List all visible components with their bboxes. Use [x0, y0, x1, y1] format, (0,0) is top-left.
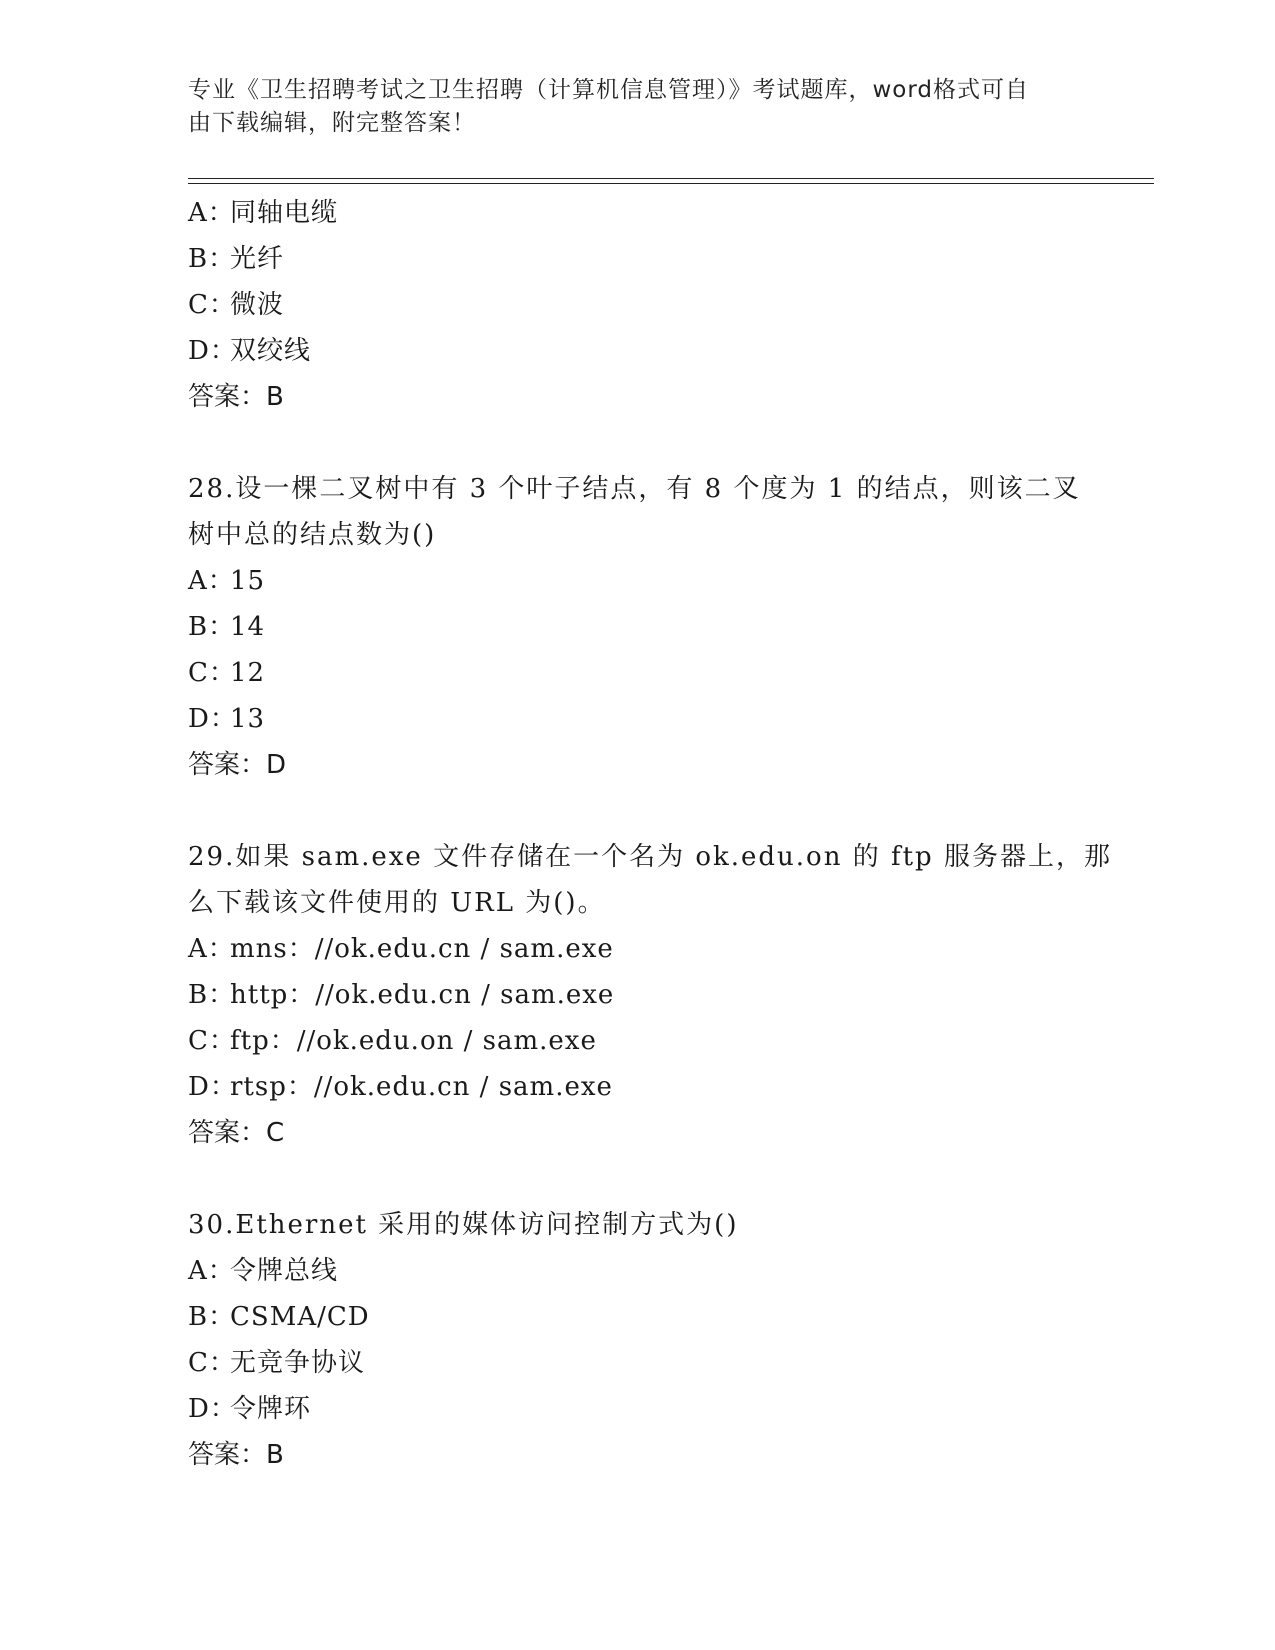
option-text: 无竞争协议	[230, 1348, 366, 1378]
answer-line: 答案：D	[188, 750, 287, 780]
option-letter: B：	[188, 1302, 236, 1332]
option-item	[188, 1294, 1088, 1340]
option-text: 双绞线	[230, 336, 312, 366]
question-line: 么下载该文件使用的 URL 为()。	[188, 888, 606, 918]
option-text: 12	[230, 658, 266, 688]
question-line: 30.Ethernet 采用的媒体访问控制方式为()	[188, 1210, 739, 1240]
option-text: 令牌环	[230, 1394, 312, 1424]
option-text: 光纤	[230, 244, 285, 274]
option-letter: C：	[188, 1026, 236, 1056]
option-item	[188, 1340, 1088, 1386]
option-item	[188, 926, 1088, 972]
option-item	[188, 1386, 1088, 1432]
question-block	[188, 1202, 1088, 1478]
option-letter: D：	[188, 1394, 237, 1424]
header-line-1: 专业《卫生招聘考试之卫生招聘（计算机信息管理）》考试题库，word格式可自	[188, 77, 1030, 103]
option-text: 同轴电缆	[230, 198, 339, 228]
option-item	[188, 558, 1088, 604]
question-text	[188, 834, 1112, 926]
option-text: 微波	[230, 290, 285, 320]
answer-line: 答案：B	[188, 1440, 284, 1470]
header-line-2: 由下载编辑，附完整答案！	[188, 110, 476, 136]
answer-line: 答案：B	[188, 382, 284, 412]
question-line: 28.设一棵二叉树中有 3 个叶子结点，有 8 个度为 1 的结点，则该二叉	[188, 474, 1081, 504]
option-letter: C：	[188, 658, 236, 688]
question-text	[188, 1202, 1088, 1248]
option-item	[188, 1064, 1088, 1110]
question-text	[188, 466, 1088, 558]
option-text: 15	[230, 566, 266, 596]
document-header	[188, 74, 1088, 140]
option-text: CSMA/CD	[230, 1302, 370, 1332]
option-letter: A：	[188, 566, 235, 596]
question-block	[188, 466, 1088, 788]
option-text: rtsp：//ok.edu.cn / sam.exe	[230, 1072, 613, 1102]
option-letter: D：	[188, 704, 237, 734]
question-line: 树中总的结点数为()	[188, 520, 437, 550]
option-letter: C：	[188, 1348, 236, 1378]
option-letter: B：	[188, 612, 236, 642]
option-item	[188, 1248, 1088, 1294]
question-line: 29.如果 sam.exe 文件存储在一个名为 ok.edu.on 的 ftp 服务器上，那	[188, 842, 1112, 872]
option-letter: D：	[188, 336, 237, 366]
question-block	[188, 190, 1088, 420]
option-item	[188, 650, 1088, 696]
option-item	[188, 236, 1088, 282]
option-text: ftp：//ok.edu.on / sam.exe	[230, 1026, 597, 1056]
option-letter: B：	[188, 244, 236, 274]
option-item	[188, 604, 1088, 650]
option-item	[188, 282, 1088, 328]
option-item	[188, 972, 1088, 1018]
option-item	[188, 190, 1088, 236]
option-text: 14	[230, 612, 266, 642]
option-letter: A：	[188, 1256, 235, 1286]
header-rule-bottom	[188, 183, 1154, 184]
question-block	[188, 834, 1112, 1156]
option-text: 13	[230, 704, 266, 734]
option-letter: A：	[188, 198, 235, 228]
option-letter: A：	[188, 934, 235, 964]
option-text: http：//ok.edu.cn / sam.exe	[230, 980, 615, 1010]
question-list	[188, 190, 1112, 1524]
option-text: mns：//ok.edu.cn / sam.exe	[230, 934, 614, 964]
option-letter: D：	[188, 1072, 237, 1102]
option-letter: C：	[188, 290, 236, 320]
option-item	[188, 1018, 1088, 1064]
option-item	[188, 328, 1088, 374]
option-text: 令牌总线	[230, 1256, 339, 1286]
header-rule-top	[188, 178, 1154, 179]
option-item	[188, 696, 1088, 742]
option-letter: B：	[188, 980, 236, 1010]
answer-line: 答案：C	[188, 1118, 285, 1148]
